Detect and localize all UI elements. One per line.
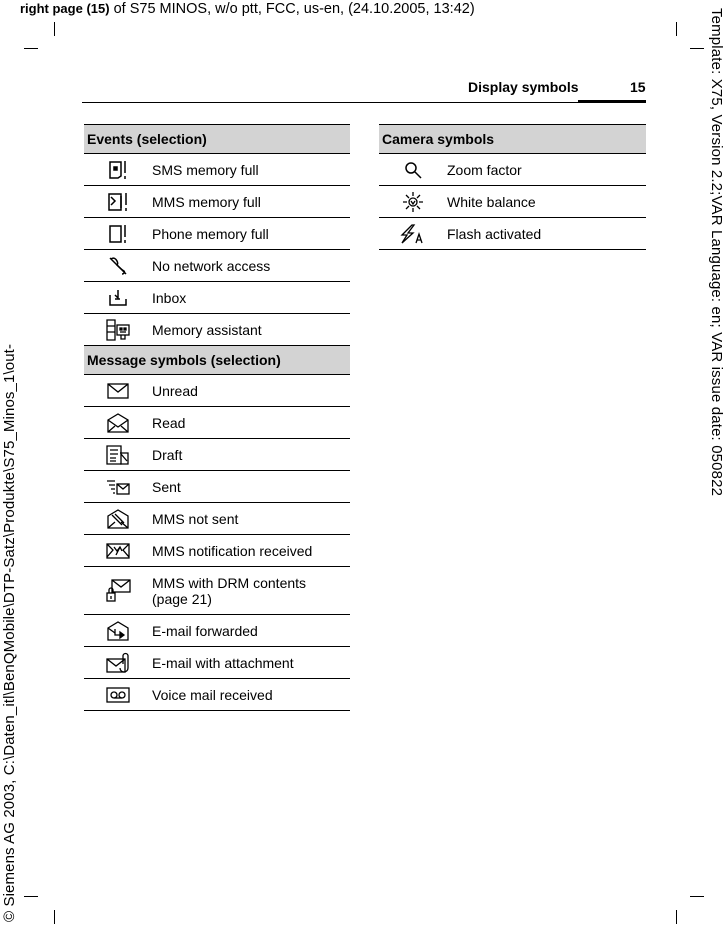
email-attachment-icon	[106, 652, 130, 674]
page-number: 15	[630, 79, 646, 95]
table-row	[84, 503, 350, 535]
table-row	[379, 218, 646, 250]
events-heading: Events (selection)	[84, 125, 350, 154]
list-item: Voice mail received	[152, 679, 350, 711]
table-row	[84, 218, 350, 250]
phone-memory-full-icon	[108, 224, 128, 244]
unread-icon	[107, 383, 129, 399]
copyright-path: © Siemens AG 2003, C:\Daten_itl\BenQMobile\DTP-Satz\Produkte\S75_Minos_1\out-	[1, 343, 18, 922]
symbols-table-right	[379, 124, 646, 250]
table-row	[84, 535, 350, 567]
table-row	[84, 647, 350, 679]
zoom-icon	[403, 160, 423, 180]
list-item: No network access	[152, 250, 350, 282]
list-item: Inbox	[152, 282, 350, 314]
table-row	[84, 250, 350, 282]
list-item: Zoom factor	[447, 154, 646, 186]
template-info: Template: X75, Version 2.2;VAR Language: en; VAR issue date: 050822	[708, 8, 725, 497]
header-tab-bar	[578, 100, 646, 103]
crop-mark	[690, 48, 704, 49]
table-row	[84, 679, 350, 711]
table-row	[84, 439, 350, 471]
read-icon	[107, 413, 129, 433]
white-balance-icon	[402, 191, 424, 213]
memory-assistant-icon	[105, 318, 131, 342]
crop-mark	[676, 22, 677, 36]
list-item	[152, 567, 350, 615]
list-item: Draft	[152, 439, 350, 471]
header-rule	[82, 102, 646, 103]
mms-notification-icon	[106, 543, 130, 559]
list-item: Read	[152, 407, 350, 439]
list-item: Phone memory full	[152, 218, 350, 250]
print-info-line	[20, 0, 475, 18]
table-row	[84, 375, 350, 407]
sms-memory-full-icon	[108, 160, 128, 180]
list-item: MMS memory full	[152, 186, 350, 218]
list-item: Flash activated	[447, 218, 646, 250]
print-info-details: of S75 MINOS, w/o ptt, FCC, us-en, (24.10.2005, 13:42)	[109, 1, 475, 17]
no-network-icon	[108, 256, 128, 276]
crop-mark	[676, 910, 677, 924]
list-item: E-mail forwarded	[152, 615, 350, 647]
draft-icon	[106, 445, 130, 465]
list-item: SMS memory full	[152, 154, 350, 186]
list-item: Memory assistant	[152, 314, 350, 346]
table-row	[379, 186, 646, 218]
print-info-page: right page (15)	[20, 1, 110, 16]
mms-not-sent-icon	[107, 509, 129, 529]
table-row	[84, 314, 350, 346]
crop-mark	[690, 896, 704, 897]
drm-page-ref: (page 21)	[152, 590, 212, 607]
message-symbols-heading: Message symbols (selection)	[84, 346, 350, 375]
crop-mark	[54, 22, 55, 36]
drm-label: MMS with DRM contents	[152, 574, 307, 591]
table-row	[84, 282, 350, 314]
table-row	[84, 567, 350, 615]
page-title: Display symbols	[468, 79, 579, 95]
table-row	[84, 407, 350, 439]
table-row	[84, 471, 350, 503]
crop-mark	[24, 896, 38, 897]
voice-mail-icon	[106, 687, 130, 703]
flash-icon	[400, 223, 426, 245]
list-item: White balance	[447, 186, 646, 218]
list-item: E-mail with attachment	[152, 647, 350, 679]
table-row	[84, 615, 350, 647]
crop-mark	[54, 910, 55, 924]
table-row	[84, 154, 350, 186]
list-item: Unread	[152, 375, 350, 407]
mms-drm-icon	[105, 578, 131, 604]
list-item: MMS not sent	[152, 503, 350, 535]
inbox-icon	[108, 289, 128, 307]
crop-mark	[24, 48, 38, 49]
table-row	[84, 186, 350, 218]
list-item: MMS notification received	[152, 535, 350, 567]
sent-icon	[106, 479, 130, 495]
symbols-table-left	[84, 124, 350, 711]
mms-memory-full-icon	[107, 192, 129, 212]
list-item: Sent	[152, 471, 350, 503]
email-forwarded-icon	[107, 621, 129, 641]
camera-symbols-heading: Camera symbols	[379, 125, 646, 154]
table-row	[379, 154, 646, 186]
